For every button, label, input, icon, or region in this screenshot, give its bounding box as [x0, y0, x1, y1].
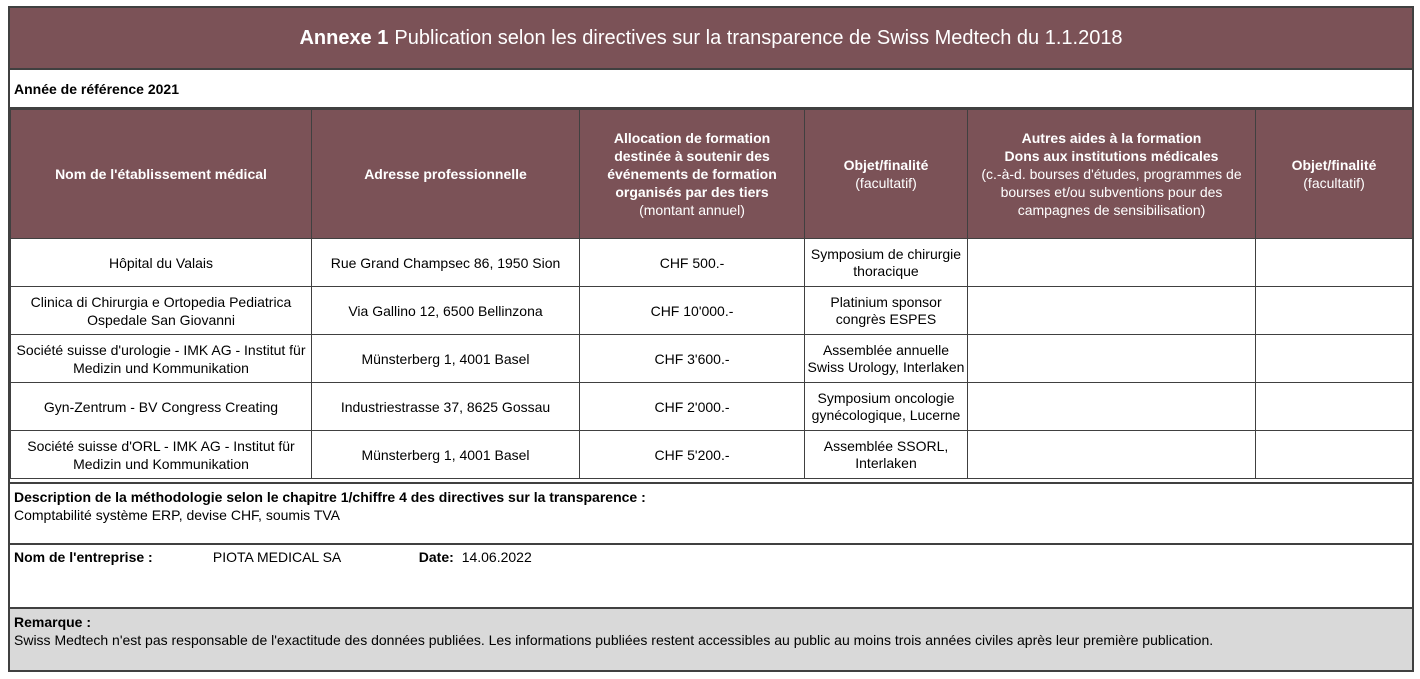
- cell-address: Münsterberg 1, 4001 Basel: [312, 335, 580, 383]
- document-title: [10, 8, 1412, 70]
- company-name: PIOTA MEDICAL SA: [212, 549, 342, 565]
- cell-other: [968, 383, 1256, 431]
- date-label: Date:: [418, 549, 454, 565]
- header-other-aids: Autres aides à la formation Dons aux institutions médicales (c.-à-d. bourses d'études, programmes de bourses et/ou subventions pour des campagnes de sensibilisation): [968, 110, 1256, 239]
- cell-purpose: Assemblée annuelle Swiss Urology, Interlaken: [805, 335, 968, 383]
- methodology-section: [10, 482, 1412, 545]
- cell-other: [968, 335, 1256, 383]
- cell-amount: CHF 500.-: [580, 239, 805, 287]
- remark-section: [10, 609, 1412, 670]
- cell-other: [968, 287, 1256, 335]
- table-row: [11, 431, 1413, 479]
- cell-purpose: Platinium sponsor congrès ESPES: [805, 287, 968, 335]
- cell-other-purpose: [1256, 287, 1413, 335]
- cell-other-purpose: [1256, 239, 1413, 287]
- cell-name: Société suisse d'ORL - IMK AG - Institut für Medizin und Kommunikation: [11, 431, 312, 479]
- table-row: [11, 287, 1413, 335]
- cell-name: Gyn-Zentrum - BV Congress Creating: [11, 383, 312, 431]
- company-label: Nom de l'entreprise :: [14, 549, 153, 565]
- cell-address: Rue Grand Champsec 86, 1950 Sion: [312, 239, 580, 287]
- cell-address: Münsterberg 1, 4001 Basel: [312, 431, 580, 479]
- header-address: Adresse professionnelle: [312, 110, 580, 239]
- header-other-purpose-sub: (facultatif): [1303, 175, 1365, 191]
- cell-amount: CHF 10'000.-: [580, 287, 805, 335]
- cell-address: Industriestrasse 37, 8625 Gossau: [312, 383, 580, 431]
- company-section: [10, 545, 1412, 609]
- table-header-row: [11, 110, 1413, 239]
- methodology-heading: Description de la méthodologie selon le chapitre 1/chiffre 4 des directives sur la transparence :: [14, 489, 646, 505]
- cell-other-purpose: [1256, 431, 1413, 479]
- table-row: [11, 383, 1413, 431]
- cell-other: [968, 239, 1256, 287]
- cell-name: Clinica di Chirurgia e Ortopedia Pediatrica Ospedale San Giovanni: [11, 287, 312, 335]
- cell-amount: CHF 5'200.-: [580, 431, 805, 479]
- cell-other-purpose: [1256, 335, 1413, 383]
- allocations-table: [10, 109, 1413, 479]
- methodology-text: Comptabilité système ERP, devise CHF, soumis TVA: [14, 507, 341, 523]
- cell-amount: CHF 2'000.-: [580, 383, 805, 431]
- header-establishment: Nom de l'établissement médical: [11, 110, 312, 239]
- date-value: 14.06.2022: [461, 549, 532, 565]
- table-row: [11, 335, 1413, 383]
- title-annex: Annexe 1: [299, 26, 389, 49]
- cell-purpose: Symposium de chirurgie thoracique: [805, 239, 968, 287]
- header-allocation-sub: (montant annuel): [639, 202, 745, 218]
- table-row: [11, 239, 1413, 287]
- cell-amount: CHF 3'600.-: [580, 335, 805, 383]
- cell-name: Société suisse d'urologie - IMK AG - Institut für Medizin und Kommunikation: [11, 335, 312, 383]
- remark-heading: Remarque :: [14, 614, 92, 630]
- remark-text: Swiss Medtech n'est pas responsable de l'exactitude des données publiées. Les informations publiées restent accessibles au public au moins trois années civiles après leur première publication.: [14, 632, 1214, 648]
- title-text: Publication selon les directives sur la transparence de Swiss Medtech du 1.1.2018: [394, 26, 1123, 49]
- header-purpose-sub: (facultatif): [855, 175, 917, 191]
- cell-purpose: Symposium oncologie gynécologique, Lucerne: [805, 383, 968, 431]
- header-other-aids-sub: (c.-à-d. bourses d'études, programmes de bourses et/ou subventions pour des campagnes de sensibilisation): [981, 166, 1242, 218]
- transparency-sheet: [8, 6, 1414, 672]
- header-allocation: Allocation de formation destinée à soutenir des événements de formation organisés par des tiers (montant annuel): [580, 110, 805, 239]
- cell-name: Hôpital du Valais: [11, 239, 312, 287]
- header-other-purpose: Objet/finalité (facultatif): [1256, 110, 1413, 239]
- reference-year: Année de référence 2021: [10, 70, 1412, 109]
- cell-other: [968, 431, 1256, 479]
- cell-purpose: Assemblée SSORL, Interlaken: [805, 431, 968, 479]
- cell-other-purpose: [1256, 383, 1413, 431]
- header-purpose: Objet/finalité (facultatif): [805, 110, 968, 239]
- cell-address: Via Gallino 12, 6500 Bellinzona: [312, 287, 580, 335]
